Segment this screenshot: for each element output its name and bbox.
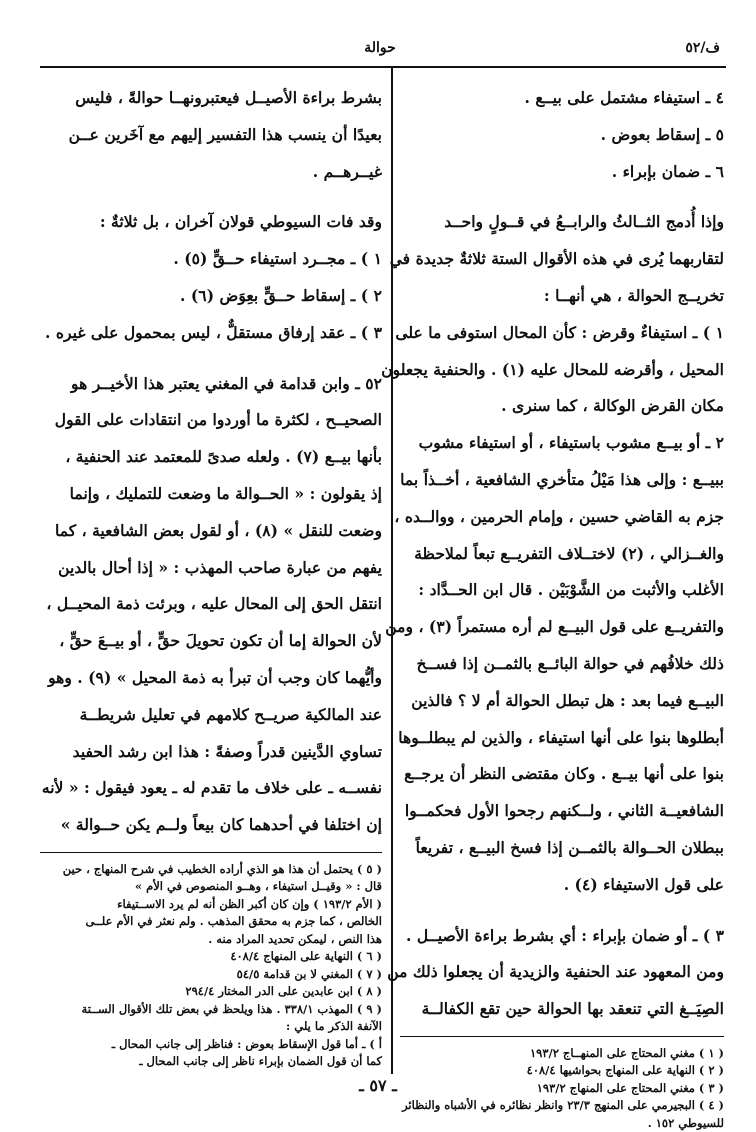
page-number: ـ ٥٧ ـ (359, 1076, 397, 1095)
body-line: ٢ ) ـ إسقاط حــقٍّ بعِوَض (٦) . (180, 285, 382, 305)
footnote-rule (400, 1036, 724, 1037)
footnote-line: الآنفة الذكر ما يلي : (285, 1019, 382, 1034)
footnote-line: أ ) ـ أما قول الإسقاط بعوض : فناظر إلى جانب المحال ـ (111, 1036, 382, 1051)
body-line: بأنها بيــع (٧) . ولعله صدىً للمعتمد عند الحنفية ، (65, 447, 382, 467)
body-line: على قول الاستيفاء (٤) . (563, 874, 724, 894)
body-line: ومن المعهود عند الحنفية والزيدية أن يجعلوا ذلك من (387, 962, 724, 982)
footnote-line: ( ٤ ) البجيرمي على المنهج ٢٣/٣ وانظر نظائره في الأشباه والنظائر (402, 1098, 724, 1113)
body-line: بنوا على أنها بيــع . وكان مقتضى النظر أن يرجــع (404, 764, 724, 784)
body-line: لتقاربهما يُرى في هذه الأقوال الستة ثلاثةٌ جديدة في (389, 249, 724, 269)
body-line: ١ ) ـ مجــرد استيفاء حــقٍّ (٥) . (173, 249, 382, 269)
body-line: الصِيَــغ التي تنعقد بها الحوالة حين تقع الكفالــة (421, 999, 724, 1019)
body-line: إن اختلفا في أحدهما كان بيعاً ولــم يكن حــوالة » (60, 815, 382, 835)
footnote-line: قال : « وقيــل استيفاء ، وهــو المنصوص في الأم » (134, 879, 382, 894)
footnote-line: هذا النص ، ليمكن تحديد المراد منه . (208, 931, 382, 946)
footnote-line: ( ٦ ) النهاية على المنهاج ٤٠٨/٤ (230, 949, 382, 964)
header-section-ref: ف/٥٢ (685, 40, 720, 56)
body-line: ٣ ) ـ أو ضمان بإبراء : أي بشرط براءة الأصيــل . (406, 925, 724, 945)
body-line: يفهم من عبارة صاحب المهذب : « إذا أحال بالدين (58, 557, 382, 577)
body-line: بعيدًا أن ينسب هذا التفسير إليهم مع آخَرين عــن (68, 124, 382, 144)
body-line: غيــرهــم . (312, 161, 382, 181)
body-line: ببيــع : وإلى هذا مَيْلُ متأخري الشافعية ، أخــذاً بما (400, 469, 724, 489)
footnote-line: الخالص ، كما جزم به محقق المذهب . ولم نعثر في الأم علــى (85, 914, 382, 929)
footnote-line: ( ٧ ) المغني لا بن قدامة ٥٤/٥ (236, 966, 382, 981)
body-line: وأيُّهما كان وجب أن تبرأ به ذمة المحيل » (٩) . وهو (48, 667, 382, 687)
body-line: الشافعيــة الثاني ، ولــكنهم رجحوا الأول فحكمــوا (404, 801, 724, 821)
body-line: لأن الحوالة إما أن تكون تحويلَ حقٍّ ، أو بيــعَ حقٍّ ، (59, 631, 382, 651)
footnote-line: ( ٢ ) النهاية على المنهاج بحواشيها ٤٠٨/٤ (526, 1063, 724, 1078)
body-line: ٦ ـ ضمان بإبراء . (611, 161, 724, 181)
body-line: الصحيــح ، لكثرة ما أوردوا من انتقادات على القول (54, 410, 382, 430)
footnote-line: ( ٩ ) المهذب ٣٣٨/١ . هذا ويلحظ في بعض تلك الأقوال الســتة (81, 1001, 382, 1016)
body-line: ببطلان الحــوالة بالثمــن إذا فسخ البيــع ، تفريعاً (415, 837, 724, 857)
body-line: وقد فات السيوطي قولان آخران ، بل ثلاثةٌ : (99, 212, 382, 232)
column-divider (391, 66, 393, 1074)
header-title: حوالة (364, 40, 396, 56)
footnote-line: ( ٥ ) يحتمل أن هذا هو الذي أراده الخطيب في شرح المنهاج ، حين (62, 861, 382, 876)
footnote-rule (40, 852, 382, 853)
body-line: مكان القرض الوكالة ، كما سنرى . (501, 396, 724, 416)
body-line: وإذا أُدمج الثــالثُ والرابــعُ في قــولٍ واحــد (444, 212, 724, 232)
body-line: إذ يقولون : « الحــوالة ما وضعت للتمليك ، وإنما (69, 483, 382, 503)
body-line: البيــع فيما بعد : هل تبطل الحوالة أم لا ؟ فالذين (411, 690, 724, 710)
body-line: جزم به القاضي حسين ، وإمام الحرمين ، ووالــده ، (394, 506, 724, 526)
body-line: والغــزالي ، (٢) لاختــلاف التفريــع تبعاً لملاحظة (414, 543, 724, 563)
body-line: وضعت للنقل » (٨) ، أو لقول بعض الشافعية ، كما (54, 520, 382, 540)
body-line: تخريــج الحوالة ، هي أنهــا : (543, 285, 724, 305)
footnote-line: للسيوطي ١٥٢ . (647, 1115, 724, 1130)
body-line: ٢ ـ أو بيــع مشوب باستيفاء ، أو استيفاء مشوب (418, 433, 724, 453)
left-column (40, 80, 382, 1071)
body-line: ذلك خلافُهم في حوالة البائــع بالثمــن إذا فســخ (416, 653, 724, 673)
body-line: نفســه ـ على خلاف ما تقدم له ـ يعود فيقول : « لأنه (41, 778, 382, 798)
footnote-line: ( ٣ ) مغني المحتاج على المنهاج ١٩٣/٢ (536, 1080, 724, 1095)
body-line: ١ ) ـ استيفاءٌ وقرض : كأن المحال استوفى ما على (395, 322, 724, 342)
body-line: تساوي الدَّينين قدراً وصفةً : هذا ابن رشد الحفيد (72, 741, 382, 761)
running-header (40, 36, 720, 64)
body-line: ٥ ـ إسقاط بعوض . (600, 124, 724, 144)
body-line: ٤ ـ استيفاء مشتمل على بيــع . (524, 88, 724, 107)
footnote-line: ( الأم ١٩٣/٢ ) وإن كان أكبر الظن أنه لم يرد الاســتيفاء (117, 896, 382, 911)
body-line: بشرط براءة الأصيــل فيعتبرونهــا حوالةً ، فليس (75, 88, 382, 107)
header-rule (40, 66, 726, 68)
body-line: عند المالكية صريــح كلامهم في تعليل شريطــة (79, 704, 382, 724)
body-line: الأغلب والأثبت من الشَّوْبَيْن . قال ابن الحــدَّاد : (418, 580, 724, 600)
right-column (381, 80, 724, 1132)
footnote-line: ( ٨ ) ابن عابدين على الدر المختار ٢٩٤/٤ (185, 984, 382, 999)
body-line: والتفريــع على قول البيــع لم أره مستمراً (٣) ، ومن (385, 617, 724, 637)
body-line: المحيل ، وأقرضه للمحال عليه (١) . والحنفية يجعلون (381, 359, 724, 379)
footnote-line: ( ١ ) مغني المحتاج على المنهــاج ١٩٣/٢ (530, 1045, 724, 1060)
footnote-line: كما أن قول الضمان بإبراء ناظر إلى جانب المحال ـ (139, 1054, 382, 1069)
body-line: أبطلوها بنوا على أنها استيفاء ، والذين لم يبطلــوها (398, 727, 724, 747)
body-line: انتقل الحق إلى المحال عليه ، وبرئت ذمة المحيــل ، (46, 594, 382, 614)
body-line: ٣ ) ـ عقد إرفاق مستقلٌّ ، ليس بمحمول على غيره . (45, 322, 382, 342)
body-line: ٥٢ ـ وابن قدامة في المغني يعتبر هذا الأخيــر هو (71, 373, 382, 393)
